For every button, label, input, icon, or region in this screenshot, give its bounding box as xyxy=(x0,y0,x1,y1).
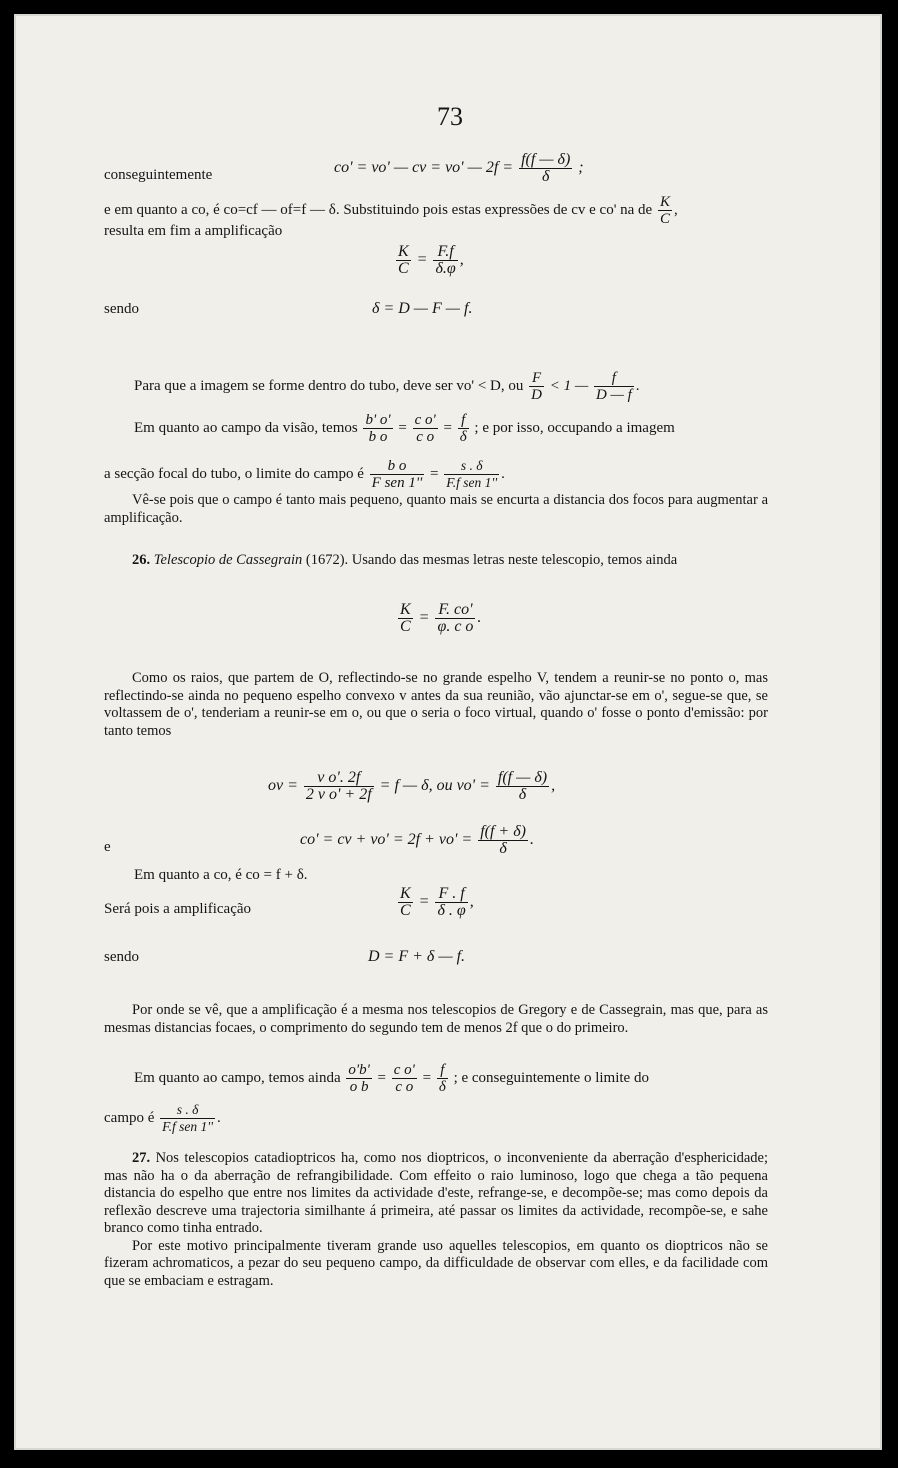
text-line: Em quanto ao campo, temos ainda $\frac{o'b'}{\text{o b}}$ = $\frac{\text{c o'}}{\text{c o}}$ = $\frac{f}{\delta}$ ; e conseguintemente o limite do xyxy=(134,1062,649,1095)
fraction xyxy=(396,244,411,277)
book-page xyxy=(14,14,882,1450)
numerator: c o' xyxy=(414,412,436,428)
denominator: δ xyxy=(541,168,550,185)
equation-text: , xyxy=(551,777,556,795)
denominator: D — f xyxy=(595,387,632,403)
text-line: sendo xyxy=(104,301,139,317)
page-number: 73 xyxy=(437,102,463,131)
text-span: . xyxy=(635,377,640,394)
equation-text: . xyxy=(477,609,482,627)
fraction xyxy=(370,458,425,491)
numerator: f(f + δ) xyxy=(480,823,526,840)
text-span: . xyxy=(217,1109,221,1126)
denominator: δ xyxy=(499,840,507,857)
paragraph xyxy=(104,492,768,527)
paragraph-text: Por este motivo principalmente tiveram grande uso aquelles telescopios, em quanto os dioptricos não se fizeram achromaticos, a pezar do seu pequeno campo, da difficuldade de observar com elles, e da facilidade com que se embaciam e estragam. xyxy=(104,1237,768,1289)
numerator: f xyxy=(437,1062,448,1079)
denominator: φ. c o xyxy=(437,618,474,635)
equation-text: ; xyxy=(578,159,584,177)
numerator: F.f xyxy=(433,244,457,261)
fraction xyxy=(363,412,392,445)
numerator: v o'. 2f xyxy=(304,770,374,787)
denominator: D xyxy=(531,387,542,403)
text-span: campo é xyxy=(104,1109,155,1126)
text-span: ; e por isso, occupando a imagem xyxy=(474,419,675,436)
numerator: f xyxy=(594,370,634,387)
fraction xyxy=(478,824,528,857)
fraction xyxy=(458,412,469,445)
fraction xyxy=(160,1102,215,1135)
equation-delta: δ = D — F — f. xyxy=(372,300,473,317)
text-span: Para que a imagem se forme dentro do tubo, deve ser vo' < D, ou xyxy=(134,377,524,394)
text-line: sendo xyxy=(104,949,139,965)
numerator: o'b' xyxy=(348,1062,370,1078)
equation-cassegrain-amplification: $\frac{K}{C}$ = $\frac{F. co'}{\text{φ. c o}}$ . xyxy=(400,601,482,635)
equation-text: . xyxy=(529,831,534,849)
denominator: c o xyxy=(395,1079,414,1095)
fraction xyxy=(398,602,413,635)
denominator: b o xyxy=(368,429,388,445)
text-line xyxy=(134,370,640,403)
fraction xyxy=(413,412,438,445)
equation-text: , xyxy=(459,251,464,269)
fraction xyxy=(435,886,467,919)
denominator: F.f sen 1'' xyxy=(446,475,498,490)
fraction xyxy=(658,194,672,227)
denominator: C xyxy=(400,618,411,635)
text-line: a secção focal do tubo, o limite do campo é $\frac{\text{b o}}{\text{F sen 1''}}$ = $\frac{s . \delta}{\text{F.f sen 1''}}$ . xyxy=(104,458,505,491)
numerator: b o xyxy=(370,458,425,475)
numerator: f(f — δ) xyxy=(521,151,571,168)
equation-amplification-2: $\frac{K}{C}$ = $\frac{F . f}{\delta . \varphi}$ , xyxy=(400,885,474,919)
text-span: ; e conseguintemente o limite do xyxy=(453,1069,649,1086)
equation-text: , xyxy=(469,893,474,911)
section-title: Telescopio de Cassegrain xyxy=(153,552,303,568)
denominator: δ xyxy=(518,786,527,803)
text-span: e em quanto a co, é co=cf — of=f — δ. Substituindo pois estas expressões de cv e co' na de xyxy=(104,201,653,218)
section-number: 26. xyxy=(132,552,151,568)
fraction xyxy=(594,370,634,403)
equation-co-prime-cassegrain xyxy=(300,824,534,857)
paragraph-text: Por onde se vê, que a amplificação é a mesma nos telescopios de Gregory e de Cassegrain, mas que, para as mesmas distancias focaes, o comprimento do segundo tem de menos 2f que o do primeiro. xyxy=(104,1002,768,1036)
numerator: s . δ xyxy=(444,458,499,475)
equation-ov xyxy=(268,770,555,803)
paragraph xyxy=(104,1002,768,1037)
fraction xyxy=(346,1062,371,1095)
denominator: δ xyxy=(459,429,467,445)
numerator: f(f — δ) xyxy=(497,769,548,786)
fraction xyxy=(529,370,544,403)
denominator: F sen 1'' xyxy=(371,475,423,491)
section-body: (1672). Usando das mesmas letras neste telescopio, temos ainda xyxy=(305,552,678,568)
section-body: Nos telescopios catadioptricos ha, como nos dioptricos, o inconveniente da aberração d'esphericidade; mas não ha o da aberração de refrangibilidade. Com effeito o raio luminoso, logo que chega a tão pequena distancia do espelho que entre nos limites da actividade d'este, refrange-se, e decompõe-se; mas como depois da reflexão descreve uma trajectoria similhante á primeira, até passar os limites da actividade, recompõe-se, e sahe branco como tinha entrado. xyxy=(104,1150,769,1236)
text-span: < 1 — xyxy=(549,377,589,394)
paragraph xyxy=(104,670,768,740)
section-text xyxy=(104,552,768,570)
numerator: c o' xyxy=(393,1062,415,1078)
text-line: Será pois a amplificação xyxy=(104,901,252,917)
text-line: e xyxy=(104,839,111,855)
numerator: K xyxy=(398,243,409,260)
section-text xyxy=(104,1150,768,1238)
text-span: . xyxy=(501,465,505,482)
fraction xyxy=(435,602,475,635)
fraction xyxy=(392,1062,417,1095)
numerator: F xyxy=(529,370,544,387)
equation-D: D = F + δ — f. xyxy=(368,948,466,965)
denominator: o b xyxy=(349,1079,369,1095)
denominator: C xyxy=(659,211,670,227)
text-line: Em quanto ao campo da visão, temos $\frac{b' o'}{\text{b o}}$ = $\frac{\text{c o'}}{\text{c o}}$ = $\frac{f}{\delta}$ ; e por isso, occupando a imagem xyxy=(134,412,675,445)
paragraph-text: Como os raios, que partem de O, reflectindo-se no grande espelho V, tendem a reunir-se no ponto o, mas reflectindo-se ainda no pequeno espelho convexo v antes da sua reunião, vão ajunctar-se em o', segue-se que, se voltassem de o', tenderiam a reunir-se em o, ou que o seria o foco virtual, quando o' fosse o ponto d'emissão: por tanto temos xyxy=(104,670,768,739)
denominator: 2 v o' + 2f xyxy=(305,786,372,803)
fraction xyxy=(496,770,549,803)
equation-text: co' = cv + vo' = 2f + vo' = xyxy=(300,831,473,849)
fraction xyxy=(398,886,413,919)
section-number: 27. xyxy=(132,1150,151,1166)
text-line: Em quanto a co, é co = f + δ. xyxy=(134,867,308,883)
equation-text: = f — δ, ou vo' = xyxy=(379,777,490,795)
numerator: F . f xyxy=(435,886,467,903)
text-line: resulta em fim a amplificação xyxy=(104,223,283,239)
numerator: b' o' xyxy=(365,412,391,428)
numerator: K xyxy=(400,601,411,618)
text-line xyxy=(104,1102,221,1135)
equation-text: co' = vo' — cv = vo' — 2f = xyxy=(334,159,514,177)
numerator: K xyxy=(659,194,670,210)
denominator: F.f sen 1'' xyxy=(162,1119,214,1134)
denominator: C xyxy=(398,260,409,277)
text-span: a secção focal do tubo, o limite do campo é xyxy=(104,465,364,482)
section-27 xyxy=(104,1150,768,1290)
equation-co-prime xyxy=(334,152,584,185)
fraction xyxy=(444,458,499,491)
equation-amplification: $\frac{K}{C}$ = $\frac{F.f}{\delta.\varphi}$ , xyxy=(398,243,464,277)
denominator: c o xyxy=(416,429,435,445)
numerator: F. co' xyxy=(435,602,475,619)
fraction xyxy=(433,244,457,277)
denominator: δ . φ xyxy=(437,902,466,919)
text-span: Em quanto ao campo, temos ainda xyxy=(134,1069,341,1086)
text-line: conseguintemente xyxy=(104,167,213,183)
denominator: C xyxy=(400,902,411,919)
fraction xyxy=(437,1062,448,1095)
numerator: K xyxy=(400,885,411,902)
fraction xyxy=(304,770,374,803)
text-span: Em quanto ao campo da visão, temos xyxy=(134,419,358,436)
numerator: s . δ xyxy=(160,1102,215,1119)
denominator: δ.φ xyxy=(435,260,456,277)
text-span: , xyxy=(673,201,678,218)
numerator: f xyxy=(458,412,469,429)
paragraph-text: Vê-se pois que o campo é tanto mais pequeno, quanto mais se encurta a distancia dos focos para augmentar a amplificação. xyxy=(104,492,768,526)
section-26 xyxy=(104,552,768,570)
equation-text: ov = xyxy=(268,777,298,795)
fraction xyxy=(519,152,572,185)
denominator: δ xyxy=(438,1079,446,1095)
